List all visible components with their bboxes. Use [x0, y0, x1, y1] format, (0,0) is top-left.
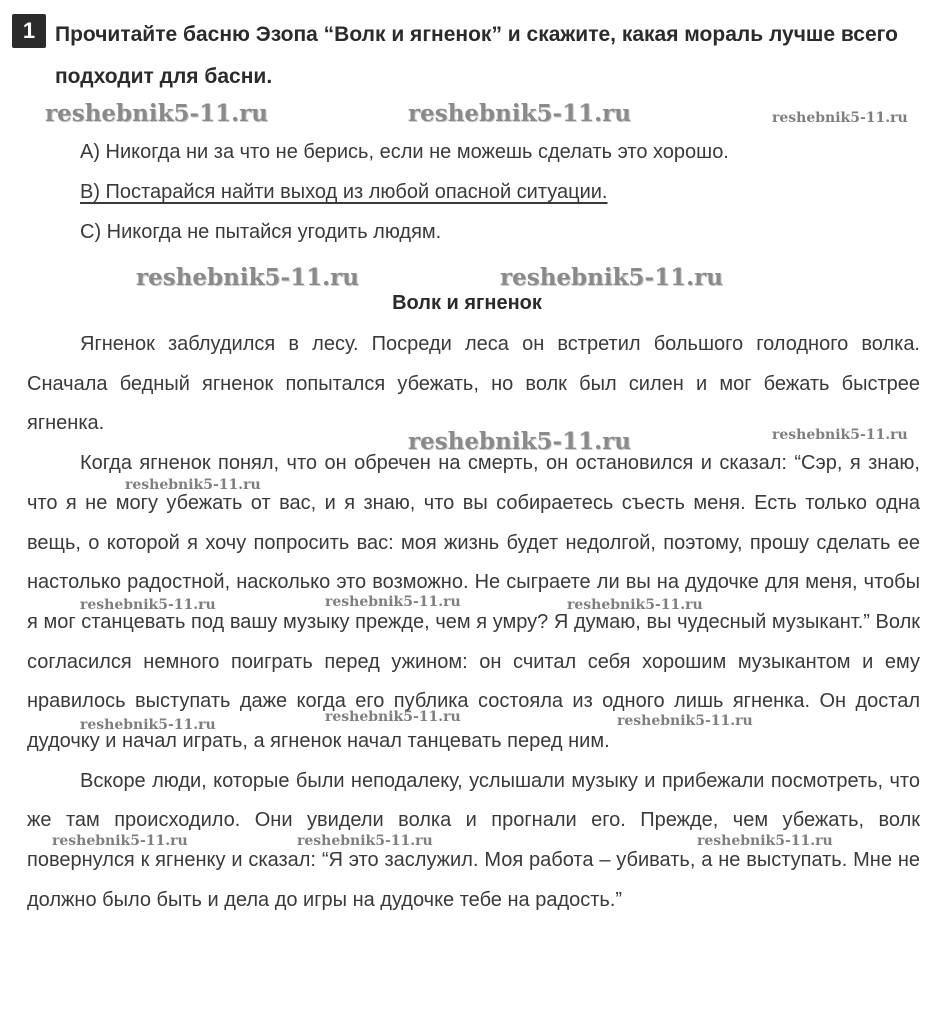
option-c: C) Никогда не пытайся угодить людям.: [80, 221, 442, 243]
fable-paragraph-1: Ягненок заблудился в лесу. Посреди леса он встретил большого голодного волка. Сначала бедный ягненок попытался убежать, но волк был силен и мог бежать быстрее ягненка.: [27, 333, 920, 435]
answer-options: [80, 132, 900, 252]
watermark: reshebnik5-11.ru: [52, 833, 188, 849]
watermark: reshebnik5-11.ru: [45, 100, 268, 127]
watermark: reshebnik5-11.ru: [80, 597, 216, 613]
fable-paragraph-2: Когда ягненок понял, что он обречен на смерть, он остановился и сказал: “Сэр, я знаю, что я не могу убежать от вас, и я знаю, что вы собираетесь съесть меня. Есть только одна вещь, о которой я хочу попросить вас: моя жизнь будет недолгой, поэтому, прошу сделать ее настолько радостной, насколько это возможно. Не сыграете ли вы на дудочке для меня, чтобы я мог станцевать под вашу музыку прежде, чем я умру? Я думаю, вы чудесный музыкант.” Волк согласился немного поиграть перед ужином: он считал себя хорошим музыкантом и ему нравилось выступать даже когда его публика состояла из одного лишь ягненка. Он достал дудочку и начал играть, а ягненок начал танцевать перед ним.: [27, 452, 920, 753]
watermark: reshebnik5-11.ru: [408, 100, 631, 127]
watermark: reshebnik5-11.ru: [772, 427, 908, 443]
task-number-badge: 1: [12, 14, 46, 48]
watermark: reshebnik5-11.ru: [617, 713, 753, 729]
option-a: A) Никогда ни за что не берись, если не можешь сделать это хорошо.: [80, 141, 729, 163]
fable-title: Волк и ягненок: [392, 292, 542, 314]
watermark: reshebnik5-11.ru: [80, 717, 216, 733]
watermark: reshebnik5-11.ru: [325, 709, 461, 725]
watermark: reshebnik5-11.ru: [297, 833, 433, 849]
fable-text: [27, 325, 920, 921]
watermark: reshebnik5-11.ru: [697, 833, 833, 849]
watermark: reshebnik5-11.ru: [772, 110, 908, 126]
watermark: reshebnik5-11.ru: [567, 597, 703, 613]
watermark: reshebnik5-11.ru: [408, 428, 631, 455]
watermark: reshebnik5-11.ru: [125, 477, 261, 493]
option-b: B) Постарайся найти выход из любой опасной ситуации.: [80, 181, 608, 203]
watermark: reshebnik5-11.ru: [325, 594, 461, 610]
fable-paragraph-3: Вскоре люди, которые были неподалеку, услышали музыку и прибежали посмотреть, что же там происходило. Они увидели волка и прогнали его. Прежде, чем убежать, волк повернулся к ягненку и сказал: “Я это заслужил. Моя работа – убивать, а не выступать. Мне не должно было быть и дела до игры на дудочке тебе на радость.”: [27, 769, 920, 911]
task-instruction: Прочитайте басню Эзопа “Волк и ягненок” и скажите, какая мораль лучше всего подходит для басни.: [55, 23, 898, 88]
watermark: reshebnik5-11.ru: [136, 264, 359, 291]
watermark: reshebnik5-11.ru: [500, 264, 723, 291]
